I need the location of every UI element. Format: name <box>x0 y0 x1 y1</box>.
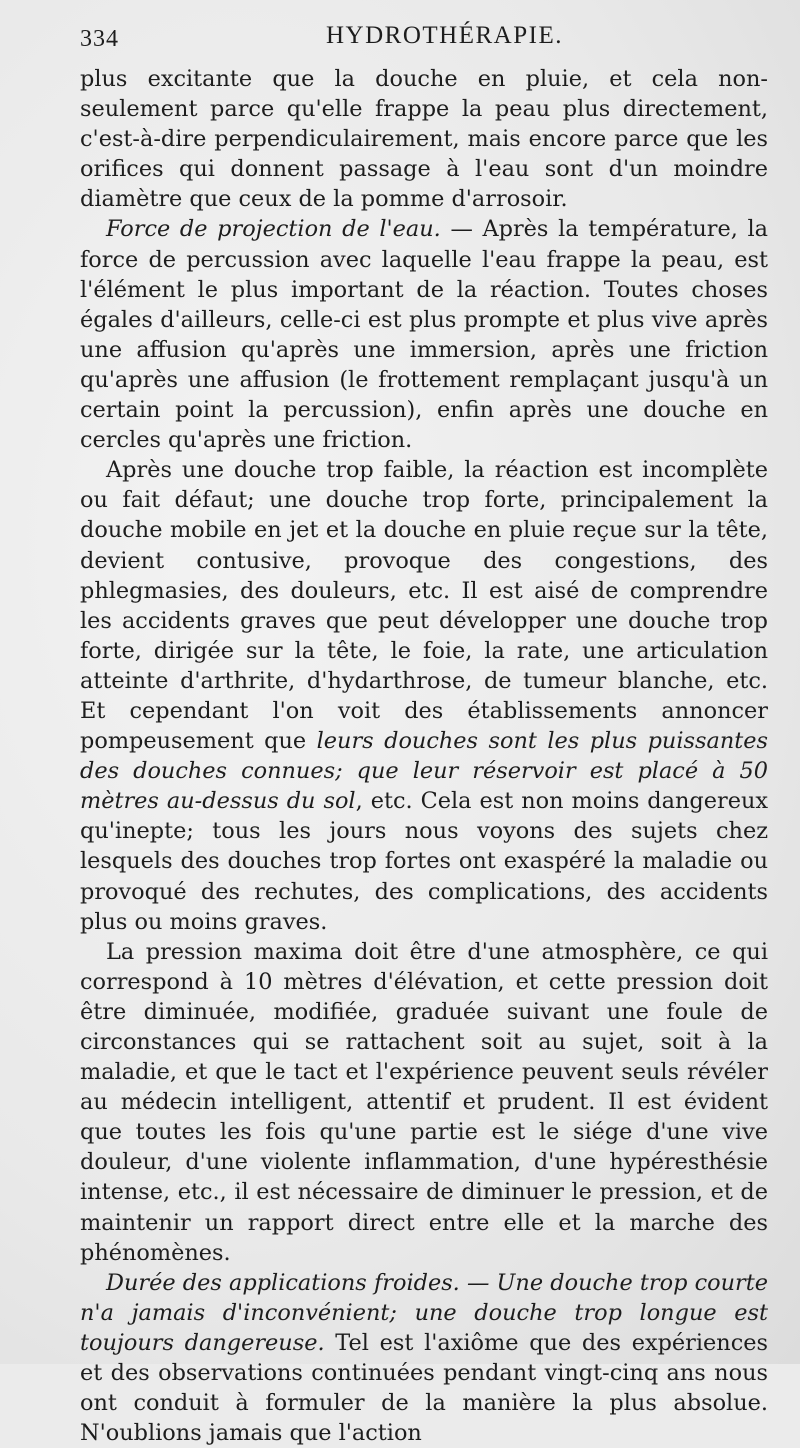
page-number: 334 <box>80 26 119 52</box>
paragraph-3-quote: leurs douches sont les plus puissantes des douches connues; que leur réservoir est placé à 50 mètres au-dessus du sol <box>80 728 768 815</box>
paragraph-5-text: Tel est l'axiôme que des expériences et des observations continuées pendant vingt-cinq ans nous ont conduit à formuler de la manière la plus absolue. N'oublions jamais que l'action <box>80 1329 768 1447</box>
paragraph-1: plus excitante que la douche en pluie, et cela non-seulement parce qu'elle frappe la peau plus directement, c'est-à-dire perpendiculairement, mais encore parce que les orifices qui donnent passage à l'eau sont d'un moindre diamètre que ceux de la pomme d'arrosoir. <box>80 66 768 213</box>
section-heading-force: Force de projection de l'eau. <box>106 216 441 243</box>
paragraph-3-text-b: , etc. Cela est non moins dangereux qu'inepte; tous les jours nous voyons des sujets chez lesquels des douches trop fortes ont exaspéré la maladie ou provoqué des rechutes, des complications, des accidents plus ou moins graves. <box>80 788 768 935</box>
running-head <box>80 14 768 64</box>
body-text <box>80 64 768 1448</box>
paragraph-2 <box>80 214 768 455</box>
running-title: HYDROTHÉRAPIE. <box>326 22 563 49</box>
paragraph-2-text: — Après la température, la force de percussion avec laquelle l'eau frappe la peau, est l'élément le plus important de la réaction. Toutes choses égales d'ailleurs, celle-ci est plus prompte et plus vive après une affusion qu'après une immersion, après une friction qu'après une affusion (le frottement remplaçant jusqu'à un certain point la percussion), enfin après une douche en cercles qu'après une friction. <box>80 216 768 454</box>
paragraph-3 <box>80 455 768 937</box>
paragraph-4: La pression maxima doit être d'une atmosphère, ce qui correspond à 10 mètres d'élévation, et cette pression doit être diminuée, modifiée, graduée suivant une foule de circonstances qui se rattachent soit au sujet, soit à la maladie, et que le tact et l'expérience peuvent seuls révéler au médecin intelligent, attentif et prudent. Il est évident que toutes les fois qu'une partie est le siége d'une vive douleur, d'une violente inflammation, d'une hypéresthésie intense, etc., il est nécessaire de diminuer le pression, et de maintenir un rapport direct entre elle et la marche des phénomènes. <box>80 938 768 1266</box>
paragraph-5 <box>80 1268 768 1448</box>
section-heading-duree: Durée des applications froides. — Une douche trop courte n'a jamais d'inconvénient; une douche trop longue est toujours dangereuse. <box>80 1269 768 1356</box>
paragraph-3-text-a: Après une douche trop faible, la réaction est incomplète ou fait défaut; une douche trop forte, principalement la douche mobile en jet et la douche en pluie reçue sur la tête, devient contusive, provoque des congestions, des phlegmasies, des douleurs, etc. Il est aisé de comprendre les accidents graves que peut développer une douche trop forte, dirigée sur la tête, le foie, la rate, une articulation atteinte d'arthrite, d'hydarthrose, de tumeur blanche, etc. Et cependant l'on voit des établissements annoncer pompeusement que <box>80 457 768 755</box>
